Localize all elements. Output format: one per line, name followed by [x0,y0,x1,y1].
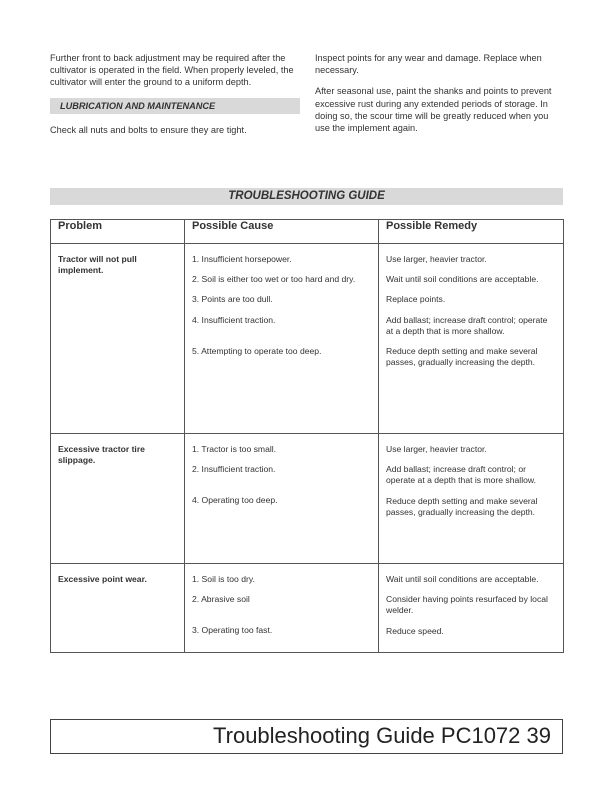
table-row [51,564,564,653]
cause-item: 3. Operating too fast. [192,625,273,636]
problem-cell: Excessive tractor tire slippage. [51,434,185,564]
table-row [51,244,564,434]
remedy-item: Add ballast; increase draft control; operate at a depth that is more shallow. [386,314,548,336]
problem-cell: Tractor will not pull implement. [51,244,185,434]
intro-paragraph: Further front to back adjustment may be required after the cultivator is operated in the field. When properly leveled, the cultivator will enter the ground to a uniform depth. [50,53,294,88]
left-column [50,52,300,145]
cause-item: 2. Insufficient traction. [192,464,276,475]
remedy-item: Add ballast; increase draft control; or operate at a depth that is more shallow. [386,464,537,486]
header-problem: Problem [51,220,185,244]
troubleshooting-table [50,219,564,653]
remedy-item: Wait until soil conditions are acceptable. [386,574,539,584]
cause-item: 4. Insufficient traction. [192,314,276,325]
remedy-item: Replace points. [386,294,446,305]
problem-cell: Excessive point wear. [51,564,185,653]
cause-item: 1. Soil is too dry. [192,574,255,584]
troubleshooting-guide-title: TROUBLESHOOTING GUIDE [50,188,563,205]
maintenance-paragraph: Check all nuts and bolts to ensure they are tight. [50,124,247,135]
footer-title: Troubleshooting Guide PC1072 39 [213,723,551,748]
remedy-item: Use larger, heavier tractor. [386,444,487,454]
storage-paragraph: After seasonal use, paint the shanks and points to prevent excessive rust during any extended periods of storage. In doing so, the scour time will be greatly reduced when you use the implement again. [315,86,552,134]
cause-item: 3. Points are too dull. [192,294,273,305]
header-remedy: Possible Remedy [379,220,564,244]
cause-item: 5. Attempting to operate too deep. [192,345,322,356]
header-cause: Possible Cause [185,220,379,244]
cause-item: 1. Tractor is too small. [192,444,277,454]
cause-item: 1. Insufficient horsepower. [192,254,292,264]
remedy-item: Use larger, heavier tractor. [386,254,487,264]
remedy-item: Wait until soil conditions are acceptable. [386,274,539,285]
remedy-cell [379,244,564,434]
lubrication-section-heading: LUBRICATION AND MAINTENANCE [50,98,300,114]
cause-cell [185,434,379,564]
right-column [315,52,565,143]
remedy-cell [379,564,564,653]
cause-item: 2. Abrasive soil [192,594,250,605]
cause-item: 4. Operating too deep. [192,495,278,506]
remedy-item: Reduce depth setting and make several passes, gradually increasing the depth. [386,346,538,368]
inspect-paragraph: Inspect points for any wear and damage. Replace when necessary. [315,53,542,76]
remedy-item: Reduce speed. [386,625,444,636]
cause-item: 2. Soil is either too wet or too hard and dry. [192,274,356,285]
table-header-row [51,220,564,244]
remedy-cell [379,434,564,564]
remedy-item: Consider having points resurfaced by local welder. [386,594,548,616]
cause-cell [185,244,379,434]
cause-cell [185,564,379,653]
table-row [51,434,564,564]
remedy-item: Reduce depth setting and make several passes, gradually increasing the depth. [386,495,538,517]
page-footer [50,719,563,754]
